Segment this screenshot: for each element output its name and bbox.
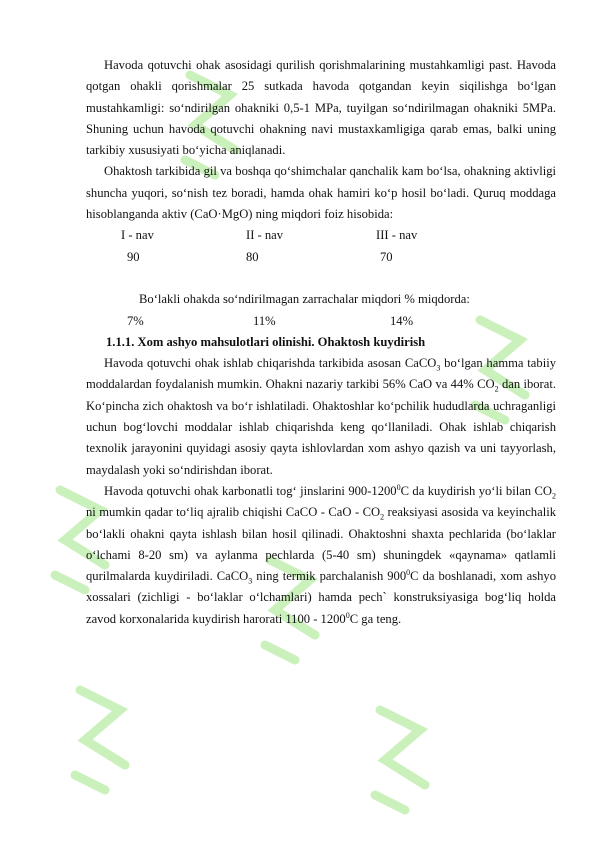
- paragraph-activity: Ohaktosh tarkibida gil va boshqa qo‘shimchalar qanchalik kam bo‘lsa, ohakning aktivligi shuncha yuqori, so‘nish tez boradi, hamda ohak hamiri ko‘p hosil bo‘ladi. Quruq moddaga hisoblanganda aktiv (CaO·MgO) ning miqdori foiz hisobida:: [86, 164, 556, 222]
- unslaked-caption: Bo‘lakli ohakda so‘ndirilmagan zarrachalar miqdori % miqdorda:: [139, 292, 470, 307]
- watermark-logo-icon: [360, 690, 450, 820]
- paragraph-calcination: Havoda qotuvchi ohak karbonatli tog‘ jinslarini 900-1200$^0$C da kuydirish yo‘li bilan $CO_2$ ni mumkin qadar to‘liq ajralib chiqishi CaCO - CaO - $CO_2$ reaksiyasi asosida va keyinchalik bo‘lakli ohakni qayta ishlash bilan hosil qilinadi. Ohaktoshni shaxta pechlarida (bo‘laklar o‘lchami 8-20 sm) va aylanma pechlarda (5-40 sm) shuningdek «qaynama» qatlamli qurilmalarda kuydiriladi. CaCO$_3$ ning termik parchalanish $900^0C$ da boshlanadi, xom ashyo xossalari (zichligi - bo‘laklar o‘lchamlari) hamda pech` konstruksiyasiga bog‘liq holda zavod korxonalarida kuydirish harorati 1100 - 1200$^0$C ga teng.: [86, 482, 556, 626]
- spacer: [86, 268, 556, 289]
- grade-header-2: II - nav: [246, 228, 284, 243]
- grade-value-1: 90: [127, 249, 140, 264]
- watermark-logo-icon: [60, 670, 150, 800]
- unslaked-value-3: 14%: [390, 313, 414, 328]
- paragraph-strength: Havoda qotuvchi ohak asosidagi qurilish qorishmalarining mustahkamligi past. Havoda qotgan ohakli qorishmalar 25 sutkada havoda qotgandan keyin siqilishga bo‘lgan mustahkamligi: so‘ndirilgan ohakniki 0,5-1 MPa, tuyilgan so‘ndirilmagan ohakniki 5MPa. Shuning uchun havoda qotuvchi ohakning navi mustaxkamligiga qarab emas, balki uning tarkibiy xususiyati bo‘yicha aniqlanadi.: [86, 58, 556, 158]
- unslaked-value-row: [86, 311, 556, 332]
- grade-value-2: 80: [246, 249, 259, 264]
- unslaked-value-1: 7%: [127, 313, 144, 328]
- unslaked-value-2: 11%: [253, 313, 276, 328]
- paragraph-raw-materials: Havoda qotuvchi ohak ishlab chiqarishda tarkibida asosan CaCO$_3$ bo‘lgan hamma tabiiy moddalardan foydalanish mumkin. Ohakni nazariy tarkibi 56% CaO va 44% $CO_2$ dan iborat. Ko‘pincha zich ohaktosh va bo‘r ishlatiladi. Ohaktoshlar ko‘pchilik hududlarda uchraganligi uchun bog‘lovchi moddalar ishlab chiqarishda keng qo‘llaniladi. Ohak ishlab chiqarish texnolik jarayonini quyidagi asosiy qayta ishlovlardan xom ashyo qazish va uni tayyorlash, maydalash yoki so‘ndirishdan iborat.: [86, 356, 556, 477]
- grade-header-1: I - nav: [121, 228, 154, 243]
- grade-value-3: 70: [380, 249, 393, 264]
- section-heading: 1.1.1. Xom ashyo mahsulotlari olinishi. Ohaktosh kuydirish: [106, 334, 426, 349]
- document-body: [86, 55, 556, 630]
- grade-header-3: III - nav: [376, 228, 418, 243]
- grades-value-row: [86, 247, 556, 268]
- grades-header-row: [86, 225, 556, 246]
